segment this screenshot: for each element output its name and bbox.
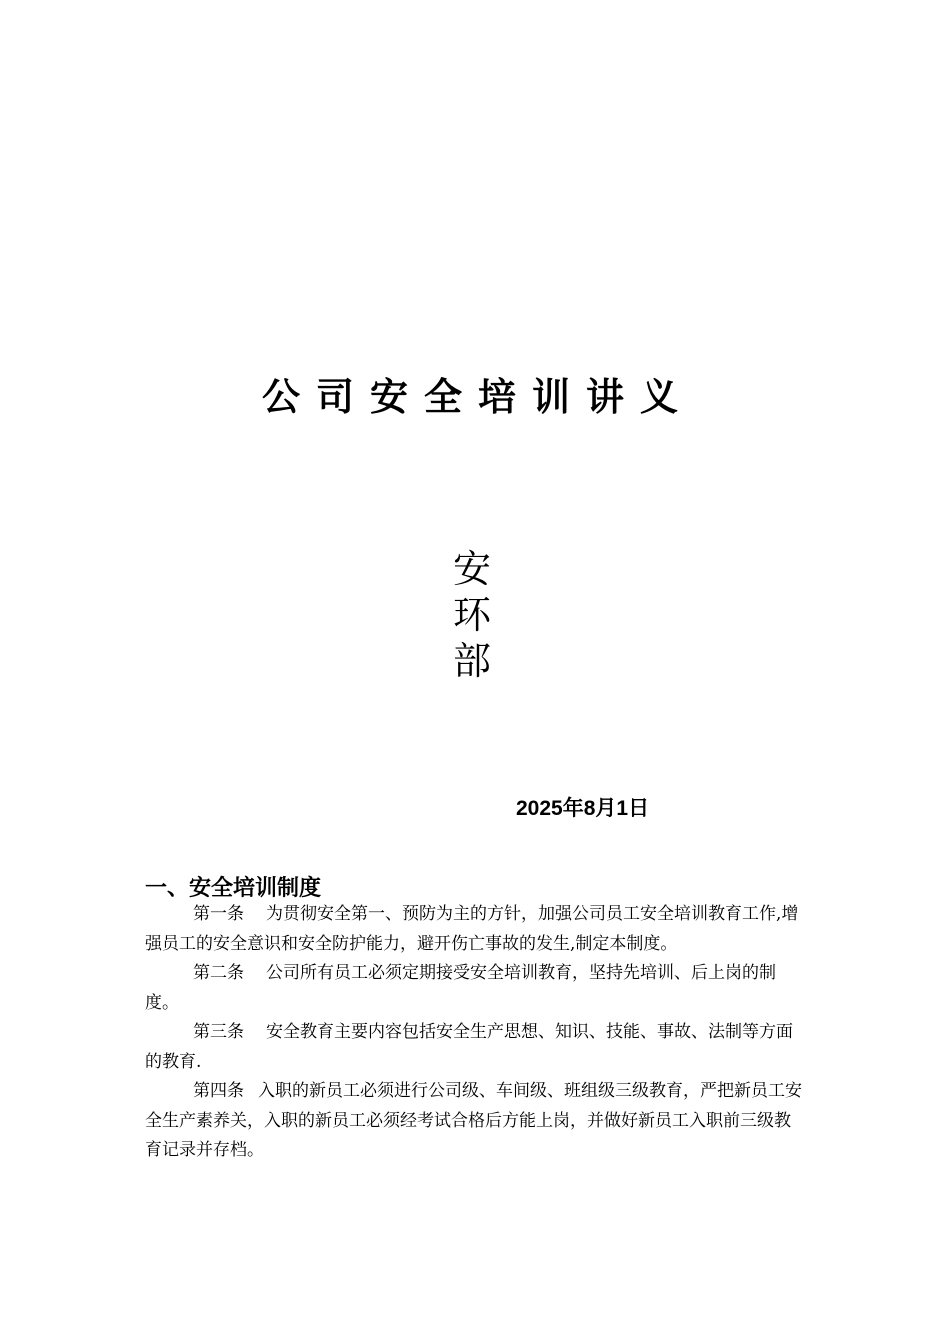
article-label: 第四条 [193,1081,244,1101]
department-name [450,546,494,684]
article-text: 入职的新员工必须进行公司级、车间级、班组级三级教育，严把新员工安全生产素养关，入职的新员工必须经考试合格后方能上岗，并做好新员工入职前三级教育记录并存档。 [145,1081,802,1160]
article-label: 第三条 [193,1022,244,1042]
section-body [145,900,805,1166]
article-label: 第一条 [193,904,244,924]
article-text: 公司所有员工必须定期接受安全培训教育，坚持先培训、后上岗的制度。 [145,963,776,1013]
document-date: 2025年8月1日 [516,797,650,820]
article-1 [145,900,805,959]
article-2 [145,959,805,1018]
department-char: 安 [452,547,491,591]
article-text: 安全教育主要内容包括安全生产思想、知识、技能、事故、法制等方面的教育. [145,1022,793,1072]
article-label: 第二条 [193,963,244,983]
article-3 [145,1018,805,1077]
department-char: 环 [452,593,491,637]
department-char: 部 [452,639,491,683]
document-title: 公司安全培训讲义 [261,375,694,420]
article-text: 为贯彻安全第一、预防为主的方针，加强公司员工安全培训教育工作,增强员工的安全意识和安全防护能力，避开伤亡事故的发生,制定本制度。 [145,904,799,954]
article-4 [145,1077,805,1166]
section-heading: 一、安全培训制度 [145,876,322,902]
